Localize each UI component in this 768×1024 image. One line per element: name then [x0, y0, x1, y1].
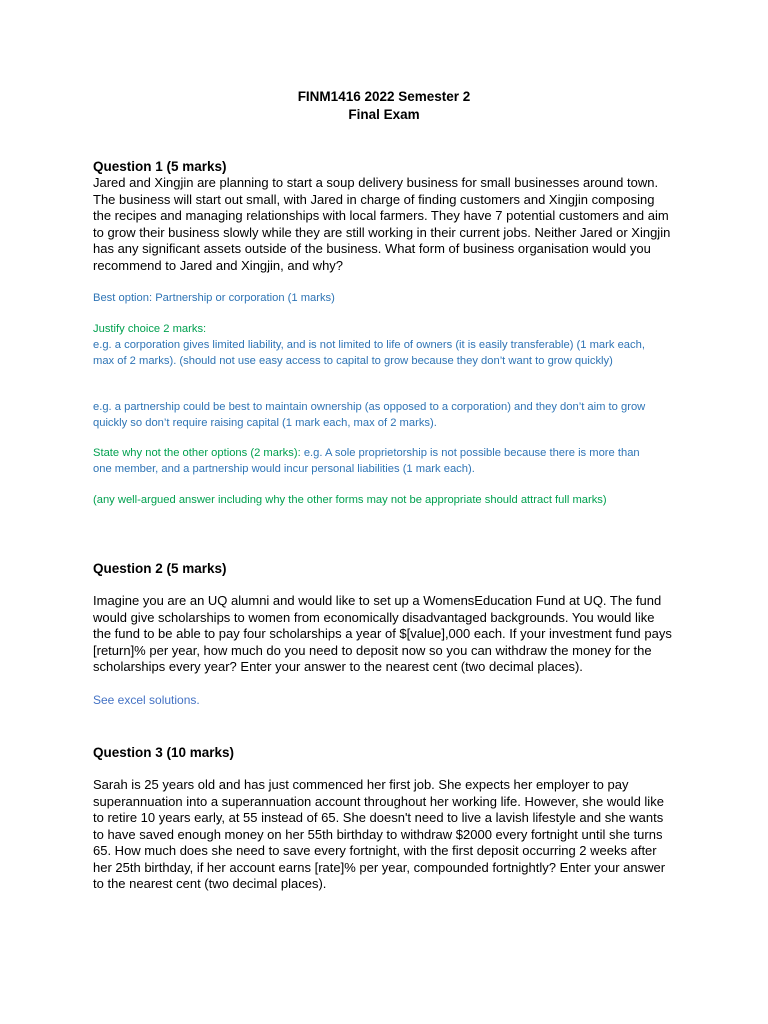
- q3-heading: Question 3 (10 marks): [93, 745, 235, 760]
- document-subtitle: Final Exam: [348, 107, 420, 122]
- q1-heading: Question 1 (5 marks): [93, 159, 227, 174]
- q1-state-why-text: e.g. A sole proprietorship is not possible because there is more than one member, and a partnership would incur personal liabilities (1 mark each).: [93, 447, 640, 475]
- q3-body: Sarah is 25 years old and has just commenced her first job. She expects her employer to pay superannuation into a superannuation account throughout her working life. However, she would like to retire 10 years early, at 55 instead of 65. She doesn't need to live a lavish lifestyle and she wants to have saved enough money on her 55th birthday to withdraw $2000 every fortnight until she turns 65. How much does she need to save every fortnight, with the first deposit occurring 2 weeks after her 25th birthday, if her account earns [rate]% per year, compounded fortnightly? Enter your answer to the nearest cent (two decimal places).: [93, 777, 666, 891]
- document-header: [0, 88, 768, 124]
- q2-body: Imagine you are an UQ alumni and would like to set up a WomensEducation Fund at UQ. The fund would give scholarships to women from economically disadvantaged backgrounds. You would like the fund to be able to pay four scholarships a year of $[value],000 each. If your investment fund pays [return]% per year, how much do you need to deposit now so you can withdraw the money for the scholarships every year? Enter your answer to the nearest cent (two decimal places).: [93, 593, 672, 674]
- q1-best-option: Best option: Partnership or corporation (1 marks): [93, 292, 335, 304]
- q1-state-why: [93, 446, 653, 477]
- q1-justify-partnership: e.g. a partnership could be best to maintain ownership (as opposed to a corporation) and they don’t aim to grow quickly so don’t require raising capital (1 mark each, max of 2 marks).: [93, 401, 646, 429]
- q1-justify-corporation: e.g. a corporation gives limited liability, and is not limited to life of owners (it is easily transferable) (1 mark each, max of 2 marks). (should not use easy access to capital to grow because they don’t want to grow quickly): [93, 339, 645, 367]
- q2-answer: See excel solutions.: [93, 693, 200, 707]
- q1-justify-label: Justify choice 2 marks:: [93, 323, 207, 335]
- q1-state-why-label: State why not the other options (2 marks):: [93, 447, 304, 459]
- document-title: FINM1416 2022 Semester 2: [297, 89, 471, 104]
- q1-body: Jared and Xingjin are planning to start a soup delivery business for small businesses around town. The business will start out small, with Jared in charge of finding customers and Xingjin composing the recipes and managing relationships with local farmers. They have 7 potential customers and aim to grow their business slowly while they are still working in their current jobs. Neither Jared or Xingjin has any significant assets outside of the business. What form of business organisation would you recommend to Jared and Xingjin, and why?: [93, 175, 671, 273]
- q2-heading: Question 2 (5 marks): [93, 561, 227, 576]
- q1-note: (any well-argued answer including why the other forms may not be appropriate should attract full marks): [93, 494, 607, 506]
